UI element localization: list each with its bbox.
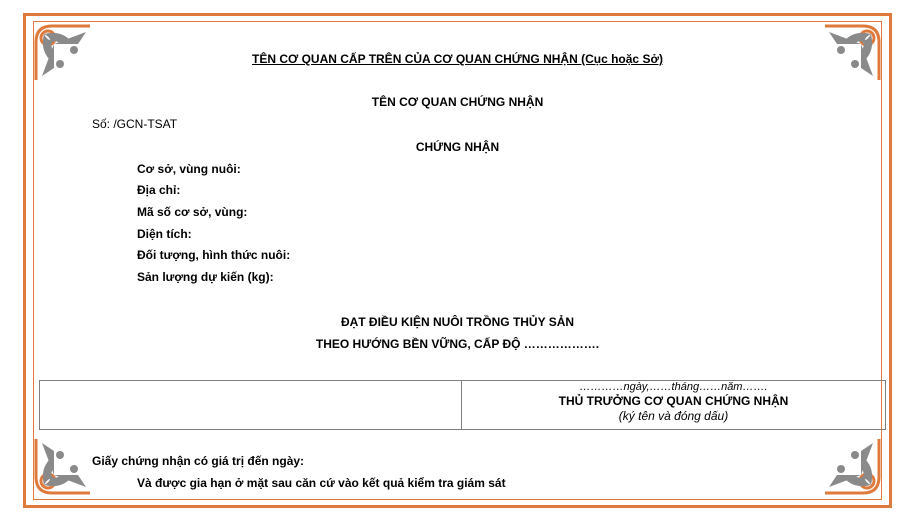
upper-agency-heading: TÊN CƠ QUAN CẤP TRÊN CỦA CƠ QUAN CHỨNG NHẬN (Cục hoặc Sở) (252, 52, 663, 66)
field-address: Địa chỉ: (137, 183, 181, 197)
signature-title: THỦ TRƯỞNG CƠ QUAN CHỨNG NHẬN (558, 394, 789, 408)
field-facility: Cơ sở, vùng nuôi: (137, 162, 241, 176)
agency-name-heading: TÊN CƠ QUAN CHỨNG NHẬN (371, 95, 544, 109)
field-area: Diện tích: (137, 227, 192, 241)
corner-ornament-bottom-right-icon (819, 433, 885, 499)
field-species-method: Đối tượng, hình thức nuôi: (137, 248, 291, 262)
signature-date-line: …………ngày,……tháng……năm……. (579, 381, 768, 393)
signature-table-right-cell (462, 381, 885, 429)
renewal-line: Và được gia hạn ở mặt sau căn cứ vào kết quả kiểm tra giám sát (137, 476, 506, 490)
certificate-number: Số: /GCN-TSAT (92, 117, 178, 131)
validity-line: Giấy chứng nhận có giá trị đến ngày: (92, 454, 305, 468)
result-line-2: THEO HƯỚNG BỀN VỮNG, CẤP ĐỘ ………………. (315, 337, 600, 351)
result-line-1: ĐẠT ĐIỀU KIỆN NUÔI TRỒNG THỦY SẢN (340, 315, 575, 329)
field-expected-output: Sản lượng dự kiến (kg): (137, 270, 274, 284)
certificate-title: CHỨNG NHẬN (415, 140, 500, 154)
signature-note: (ký tên và đóng dấu) (618, 409, 729, 423)
corner-ornament-bottom-left-icon (30, 433, 96, 499)
signature-table (39, 380, 886, 430)
signature-table-left-cell (40, 381, 462, 429)
field-facility-code: Mã số cơ sở, vùng: (137, 205, 248, 219)
